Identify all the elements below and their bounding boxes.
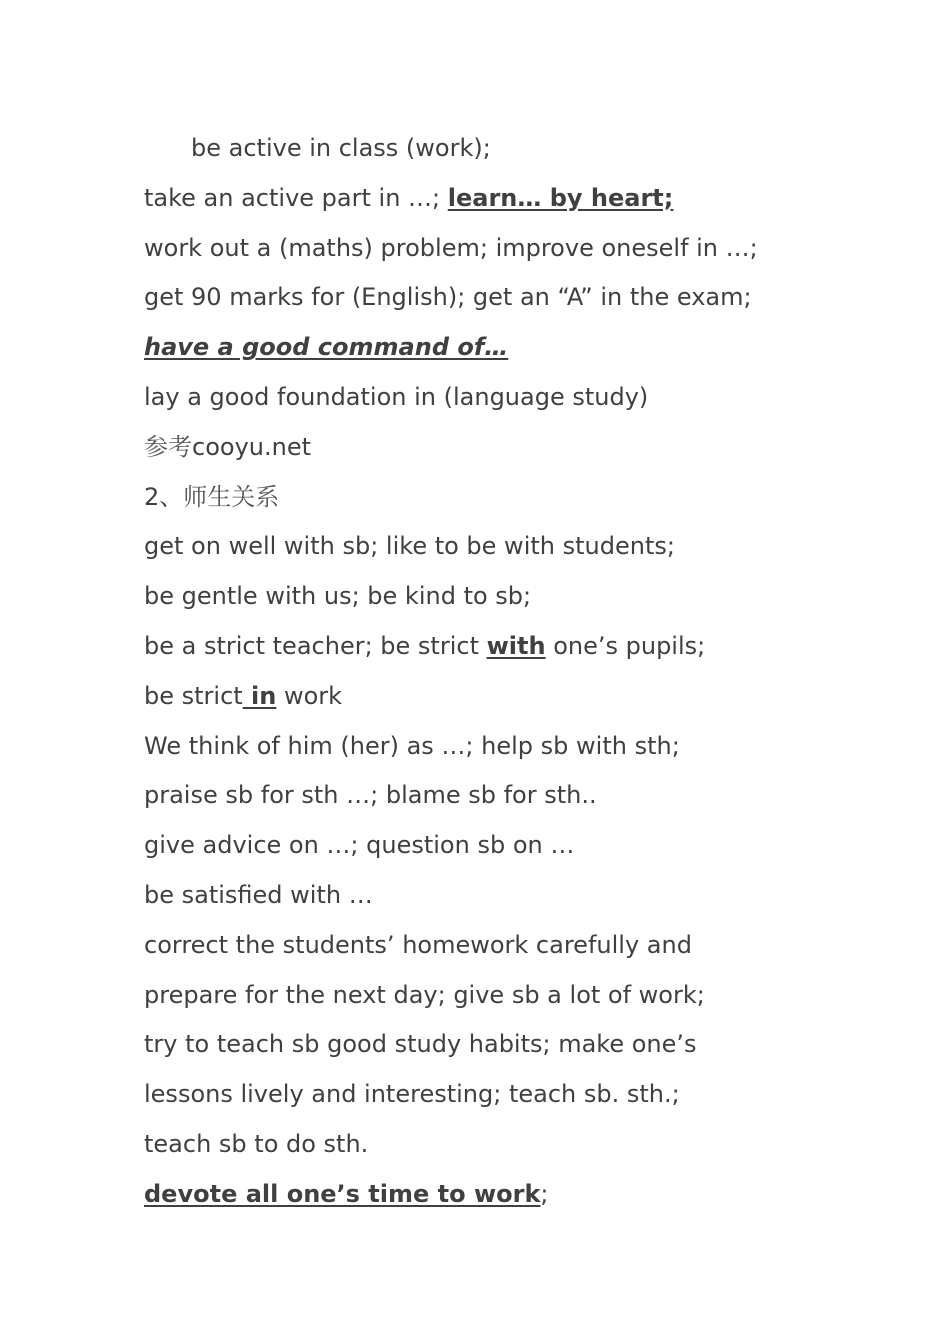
text-line [144, 672, 844, 722]
text-segment: … [341, 880, 373, 909]
text-segment: cooyu.net [192, 432, 311, 461]
text-segment: teach sb to do sth. [144, 1129, 369, 1158]
text-line [144, 522, 844, 572]
text-segment: try to teach sb good study habits; make one’s [144, 1030, 697, 1059]
text-line [144, 1120, 844, 1170]
text-line [144, 971, 844, 1021]
text-segment: ; like to be with students; [370, 532, 675, 561]
text-segment: devote all one’s time to work [144, 1179, 541, 1208]
text-line [144, 373, 844, 423]
text-segment: ; [482, 134, 491, 162]
text-line [144, 1070, 844, 1120]
text-segment: lessons lively and interesting; [144, 1080, 509, 1109]
text-segment: be a strict teacher; [144, 631, 381, 660]
text-segment: have a good command of… [144, 333, 509, 362]
text-segment: be gentle with us [144, 582, 352, 611]
text-line [144, 572, 844, 622]
text-segment: …; [338, 781, 386, 810]
text-line [144, 722, 844, 772]
text-line [144, 174, 844, 224]
text-segment: 参考 [144, 432, 192, 461]
text-segment: be strict [380, 631, 487, 660]
text-line [144, 423, 844, 473]
text-segment: prepare for the next day; give sb a lot of work; [144, 980, 705, 1009]
text-segment: . [588, 781, 597, 810]
text-line [144, 323, 844, 373]
text-segment: get 90 marks for (English); get an “A” in the exam; [144, 283, 752, 312]
text-segment: 2、 [144, 482, 184, 511]
text-segment: be kind to sb; [367, 582, 532, 611]
text-segment: take an active part in …; [144, 183, 448, 212]
text-line [144, 821, 844, 871]
text-segment: blame sb for sth. [385, 781, 589, 810]
text-segment: in [242, 681, 277, 710]
text-segment: We think of him (her) as …; help sb with sth; [144, 731, 680, 760]
text-line [144, 1020, 844, 1070]
text-line [144, 273, 844, 323]
text-line [144, 473, 844, 523]
text-segment: give advice on …; question sb on … [144, 831, 575, 860]
text-line [144, 771, 844, 821]
text-segment: praise sb for sth [144, 781, 339, 810]
text-line [144, 921, 844, 971]
text-line [144, 1170, 844, 1220]
text-line [144, 622, 844, 672]
text-segment: with [486, 631, 546, 660]
text-line [144, 224, 844, 274]
text-segment: be strict [144, 681, 243, 710]
text-segment: learn… by heart; [447, 183, 674, 212]
text-segment: ; [351, 582, 368, 611]
text-segment: lay a good foundation in (language study) [144, 382, 649, 411]
text-segment: correct the students’ homework carefully and [144, 930, 692, 959]
document-body [144, 124, 844, 1220]
text-segment: teach sb. sth. [508, 1080, 672, 1109]
text-line [144, 124, 844, 174]
text-segment: be satisfied with [144, 880, 342, 909]
text-segment: ; [540, 1179, 549, 1208]
text-segment: one’s pupils; [545, 631, 706, 660]
text-segment: work out a (maths) problem; improve oneself in …; [144, 233, 758, 262]
text-segment: get on well with sb [144, 532, 371, 561]
text-segment: ; [671, 1080, 680, 1109]
text-line [144, 871, 844, 921]
text-segment: 师生关系 [183, 482, 280, 511]
text-segment: work [276, 681, 343, 710]
text-segment: be active in class (work) [191, 134, 483, 162]
